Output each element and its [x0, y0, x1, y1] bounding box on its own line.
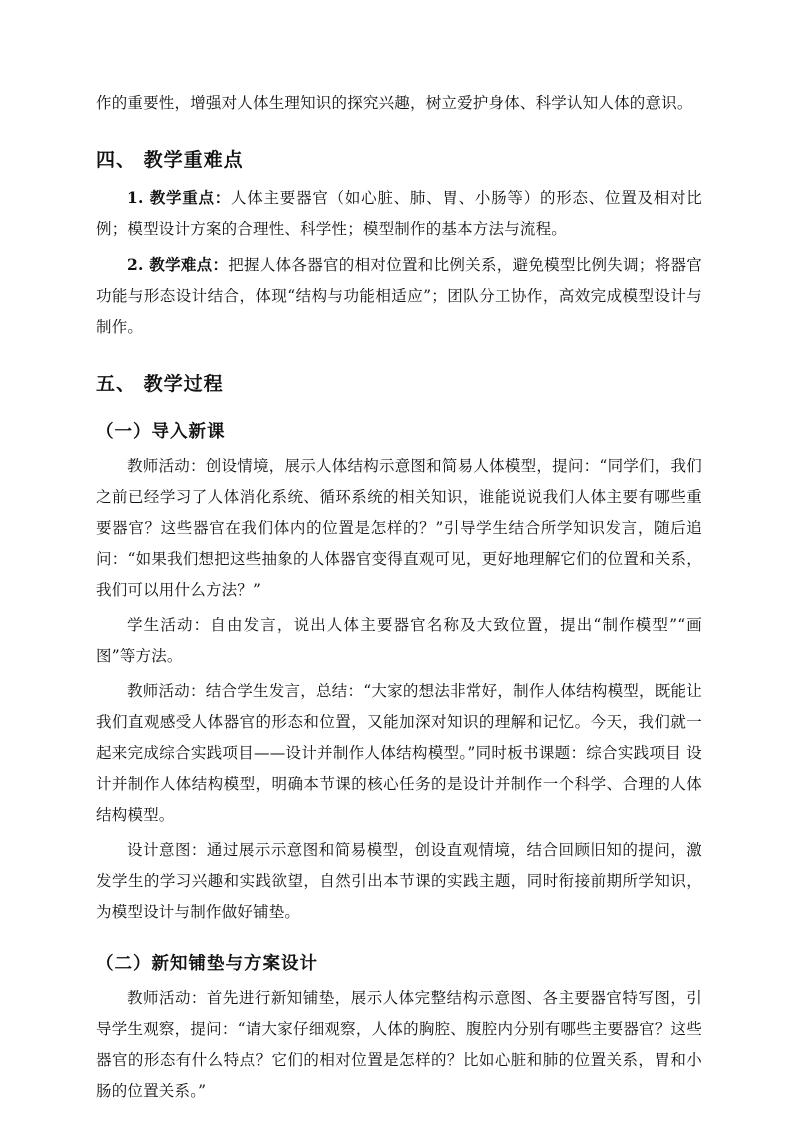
difficulties-text: 把握人体各器官的相对位置和比例关系，避免模型比例失调；将器官功能与形态设计结合，体现“结构与功能相适应”；团队分工协作，高效完成模型设计与制作。 — [96, 256, 702, 336]
teacher-activity-1: 教师活动：创设情境，展示人体结构示意图和简易人体模型，提问：“同学们，我们之前已经学习了人体消化系统、循环系统的相关知识，谁能说说我们人体主要有哪些重要器官？这些器官在我们体内的位置是怎样的？”引导学生结合所学知识发言，随后追问：“如果我们想把这些抽象的人体器官变得直观可见，更好地理解它们的位置和关系，我们可以用什么方法？” — [96, 457, 702, 599]
difficulties-label: 2. 教学难点： — [127, 255, 229, 274]
key-points-label: 1. 教学重点： — [127, 188, 232, 207]
key-points-paragraph — [96, 182, 702, 245]
key-points-text: 人体主要器官（如心脏、肺、胃、小肠等）的形态、位置及相对比例；模型设计方案的合理性、科学性；模型制作的基本方法与流程。 — [96, 189, 702, 238]
section-5-heading: 五、 教学过程 — [96, 373, 224, 395]
subsection-1-heading: （一）导入新课 — [96, 422, 226, 442]
intro-fragment: 作的重要性，增强对人体生理知识的探究兴趣，树立爱护身体、科学认知人体的意识。 — [96, 94, 693, 112]
teacher-activity-3: 教师活动：首先进行新知铺垫，展示人体完整结构示意图、各主要器官特写图，引导学生观察，提问：“请大家仔细观察，人体的胸腔、腹腔内分别有哪些主要器官？这些器官的形态有什么特点？它们的相对位置是怎样的？比如心脏和肺的位置关系，胃和小肠的位置关系。” — [96, 989, 702, 1100]
document-page — [96, 88, 702, 1107]
design-intent: 设计意图：通过展示示意图和简易模型，创设直观情境，结合回顾旧知的提问，激发学生的学习兴趣和实践欲望，自然引出本节课的实践主题，同时衔接前期所学知识，为模型设计与制作做好铺垫。 — [96, 841, 702, 921]
student-activity: 学生活动：自由发言，说出人体主要器官名称及大致位置，提出“制作模型”“画图”等方法。 — [96, 616, 702, 665]
teacher-activity-2: 教师活动：结合学生发言，总结：“大家的想法非常好，制作人体结构模型，既能让我们直观感受人体器官的形态和位置，又能加深对知识的理解和记忆。今天，我们就一起来完成综合实践项目——设计并制作人体结构模型。”同时板书课题：综合实践项目 设计并制作人体结构模型，明确本节课的核心任务的是设计并制作一个科学、合理的人体结构模型。 — [96, 682, 702, 824]
section-4-heading: 四、 教学重难点 — [96, 149, 244, 171]
difficulties-paragraph — [96, 249, 702, 343]
subsection-2-heading: （二）新知铺垫与方案设计 — [96, 954, 318, 974]
